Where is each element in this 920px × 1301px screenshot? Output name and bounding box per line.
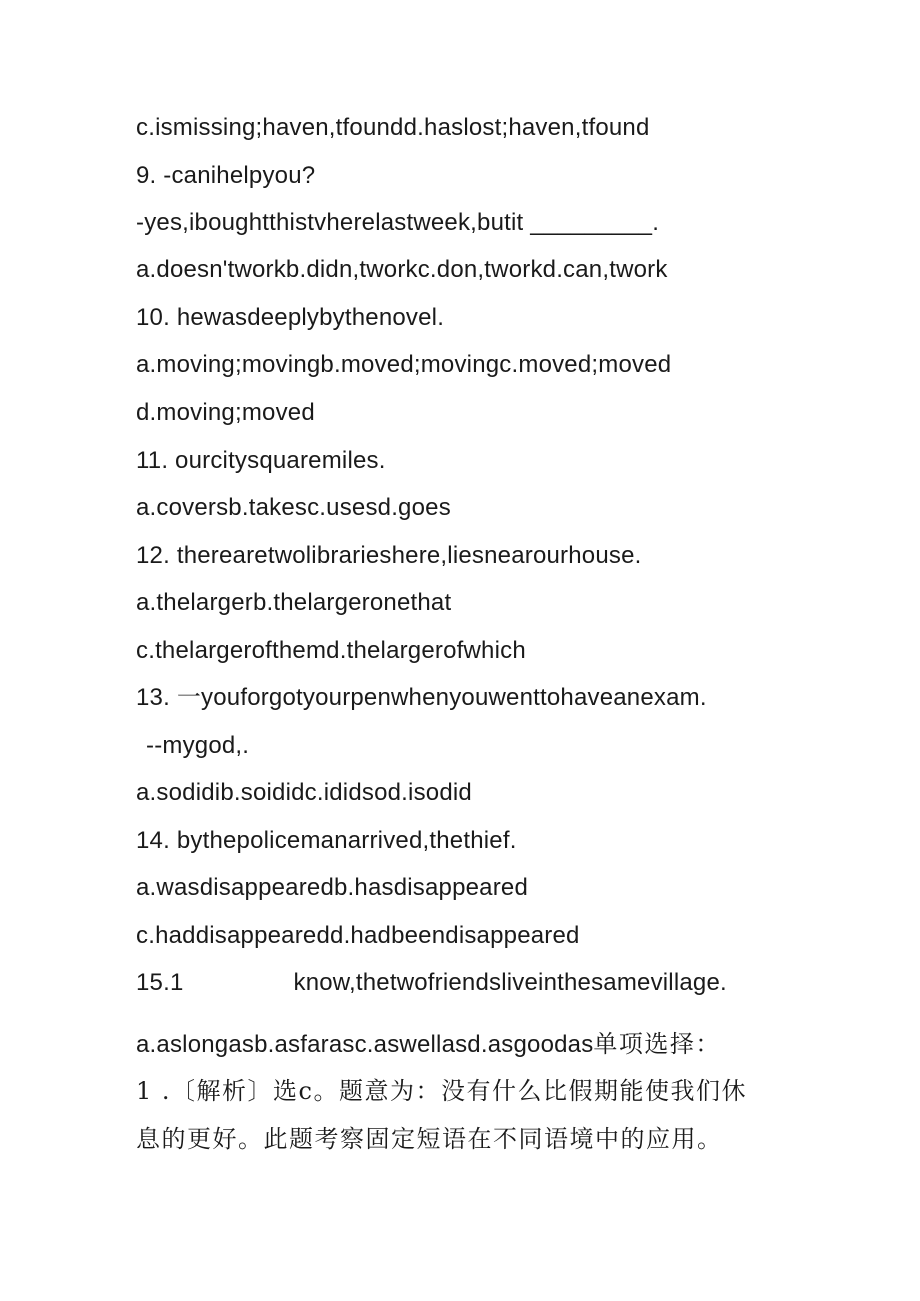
q15-text: know,thetwofriendsliveinthesamevillage. bbox=[293, 969, 727, 996]
q14-options-ab: a.wasdisappearedb.hasdisappeared bbox=[136, 874, 529, 901]
q13-options: a.sodidib.soididc.ididsod.isodid bbox=[136, 779, 472, 806]
q13-question: 13. 一youforgotyourpenwhenyouwenttohaveanexam. bbox=[136, 684, 707, 711]
q8-options-cd: c.ismissing;haven,tfoundd.haslost;haven,tfound bbox=[136, 114, 650, 141]
q9-question: 9. -canihelpyou? bbox=[136, 162, 316, 189]
q15-number: 15.1 bbox=[136, 969, 184, 996]
q15-options bbox=[136, 1029, 721, 1060]
answer-1 bbox=[136, 1076, 747, 1106]
q10-question: 10. hewasdeeplybythenovel. bbox=[136, 304, 445, 331]
answer-1-prefix: 1 . bbox=[136, 1077, 172, 1105]
q9-options: a.doesn'tworkb.didn,tworkc.don,tworkd.can,twork bbox=[136, 256, 668, 283]
q11-options: a.coversb.takesc.usesd.goes bbox=[136, 494, 451, 521]
q9-dialogue: -yes,iboughtthistvherelastweek,butit _________. bbox=[136, 209, 660, 236]
section-heading: 单项选择： bbox=[593, 1030, 721, 1058]
q14-options-cd: c.haddisappearedd.hadbeendisappeared bbox=[136, 922, 580, 949]
q13-dialogue: --mygod,. bbox=[146, 732, 250, 759]
q11-question: 11. ourcitysquaremiles. bbox=[136, 447, 386, 474]
q15-question bbox=[136, 968, 727, 998]
q12-options-ab: a.thelargerb.thelargeronethat bbox=[136, 589, 452, 616]
q14-question: 14. bythepolicemanarrived,thethief. bbox=[136, 827, 517, 854]
answer-1-text: 〔解析〕选c。题意为：没有什么比假期能使我们休 bbox=[171, 1077, 747, 1105]
answer-1-continuation: 息的更好。此题考察固定短语在不同语境中的应用。 bbox=[136, 1125, 723, 1153]
q10-options-abc: a.moving;movingb.moved;movingc.moved;moved bbox=[136, 351, 672, 378]
q12-options-cd: c.thelargerofthemd.thelargerofwhich bbox=[136, 637, 526, 664]
q10-option-d: d.moving;moved bbox=[136, 399, 315, 426]
q12-question: 12. therearetwolibrarieshere,liesnearourhouse. bbox=[136, 542, 642, 569]
q15-options-text: a.aslongasb.asfarasc.aswellasd.asgoodas bbox=[136, 1031, 594, 1058]
